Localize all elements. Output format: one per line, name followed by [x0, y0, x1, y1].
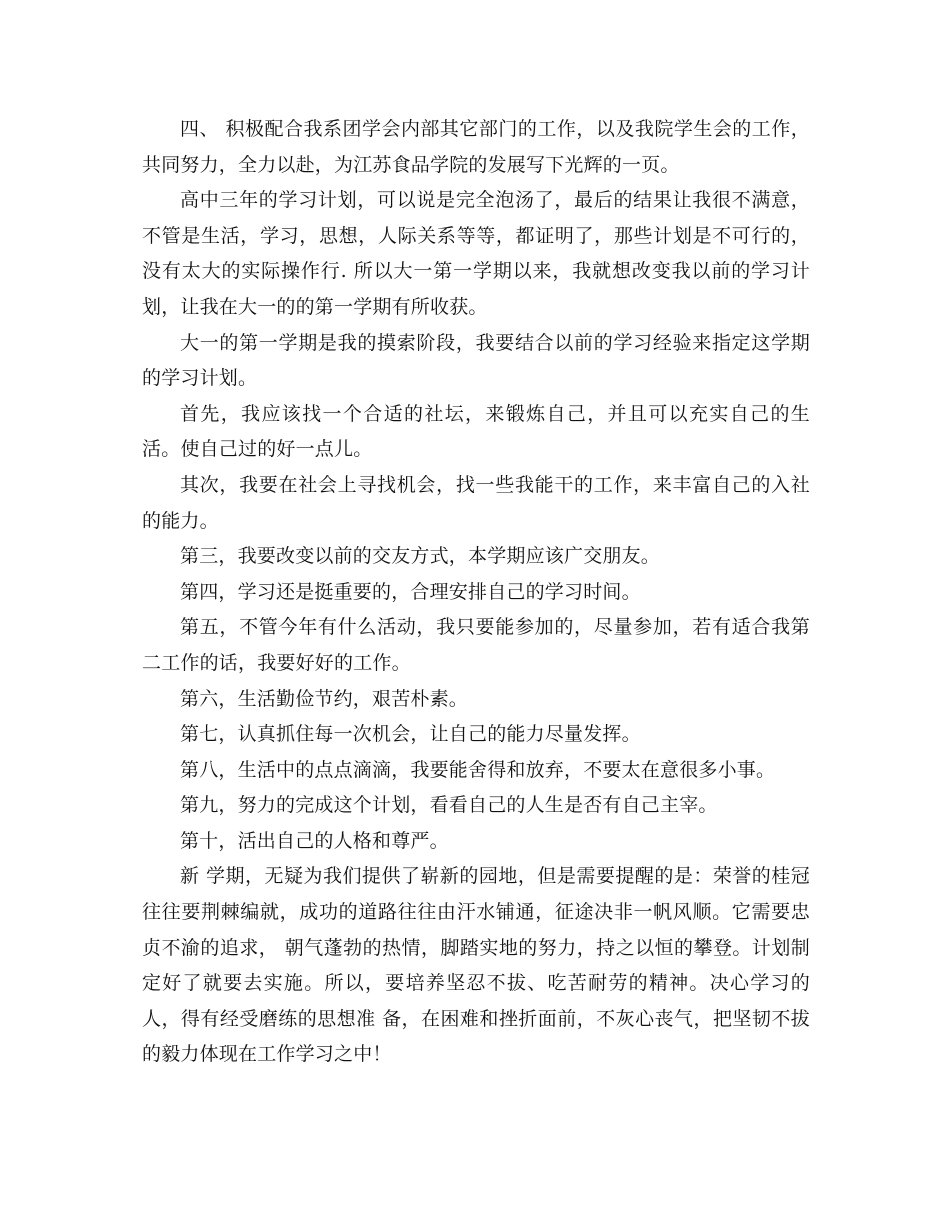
paragraph-3: 大一的第一学期是我的摸索阶段，我要结合以前的学习经验来指定这学期的学习计划。	[142, 331, 810, 390]
paragraph-1: 四、 积极配合我系团学会内部其它部门的工作，以及我院学生会的工作，共同努力，全力以赴，为江苏食品学院的发展写下光辉的一页。	[142, 118, 810, 176]
paragraph-8: 第五，不管今年有什么活动，我只要能参加的，尽量参加，若有适合我第二工作的话，我要好好的工作。	[142, 616, 810, 674]
paragraph-7: 第四，学习还是挺重要的，合理安排自己的学习时间。	[180, 580, 641, 603]
paragraph-5: 其次，我要在社会上寻找机会，找一些我能干的工作，来丰富自己的入社的能力。	[142, 473, 810, 532]
paragraph-2: 高中三年的学习计划，可以说是完全泡汤了，最后的结果让我很不满意，不管是生活，学习，思想，人际关系等等，都证明了，那些计划是不可行的，没有太大的实际操作行. 所以大一第一学期以来，我就想改变我以前的学习计划，让我在大一的的第一学期有所收获。	[142, 189, 810, 318]
paragraph-11: 第八，生活中的点点滴滴，我要能舍得和放弃，不要太在意很多小事。	[180, 758, 776, 781]
document-body	[142, 112, 810, 1073]
paragraph-13: 第十，活出自己的人格和尊严。	[180, 829, 449, 852]
paragraph-6: 第三，我要改变以前的交友方式，本学期应该广交朋友。	[180, 545, 661, 568]
paragraph-4: 首先，我应该找一个合适的社坛，来锻炼自己，并且可以充实自己的生活。使自己过的好一点儿。	[142, 402, 810, 461]
paragraph-10: 第七，认真抓住每一次机会，让自己的能力尽量发挥。	[180, 723, 641, 746]
paragraph-12: 第九，努力的完成这个计划，看看自己的人生是否有自己主宰。	[180, 794, 718, 817]
paragraph-14: 新 学期，无疑为我们提供了崭新的园地，但是需要提醒的是：荣誉的桂冠往往要荆棘编就，成功的道路往往由汗水铺通，征途决非一帆风顺。它需要忠贞不渝的追求， 朝气蓬勃的热情，脚踏实地的努力，持之以恒的攀登。计划制定好了就要去实施。所以，要培养坚忍不拔、吃苦耐劳的精神。决心学习的人，得有经受磨练的思想准 备，在困难和挫折面前，不灰心丧气，把坚韧不拔的毅力体现在工作学习之中！	[142, 865, 810, 1066]
paragraph-9: 第六，生活勤俭节约，艰苦朴素。	[180, 687, 469, 710]
